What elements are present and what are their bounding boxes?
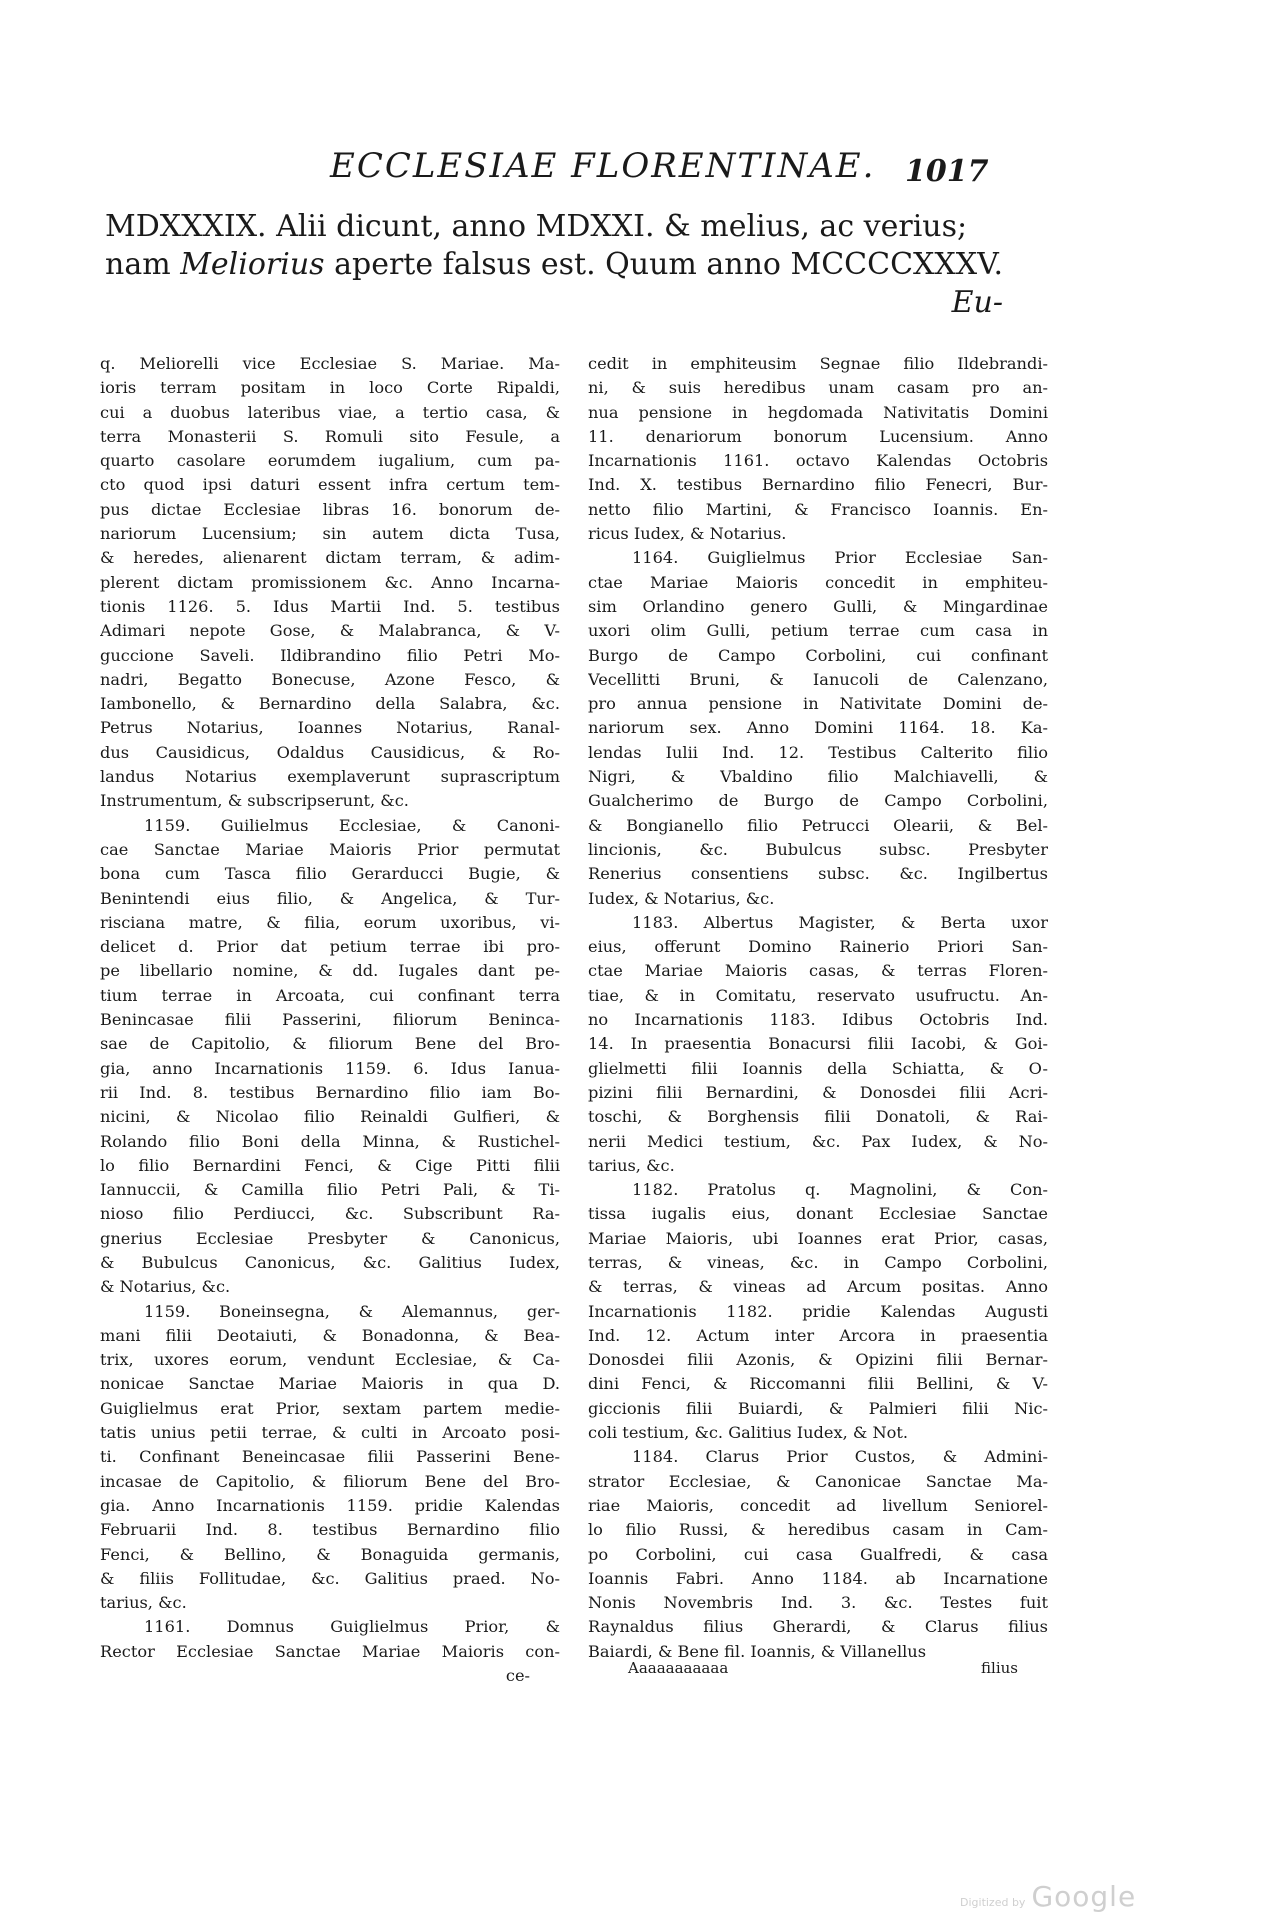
column-line: cae Sanctae Mariae Maioris Prior permutat (100, 839, 560, 859)
column-line: nioso filio Perdiucci, &c. Subscribunt Ra- (100, 1204, 560, 1224)
column-line: Raynaldus filius Gherardi, & Clarus filius (588, 1617, 1048, 1637)
column-line: glielmetti filii Ioannis della Schiatta, & O- (588, 1058, 1048, 1078)
column-line: dus Causidicus, Odaldus Causidicus, & Ro- (100, 742, 560, 762)
column-line: Vecellitti Bruni, & Ianucoli de Calenzano, (588, 669, 1048, 689)
page-number: 1017 (905, 154, 989, 189)
column-line: Rolando filio Boni della Minna, & Rustichel- (100, 1131, 560, 1151)
right-column (588, 352, 1048, 1664)
column-line: gia. Anno Incarnationis 1159. pridie Kalendas (100, 1495, 560, 1515)
column-line: pe libellario nomine, & dd. Iugales dant pe- (100, 961, 560, 981)
column-line: tionis 1126. 5. Idus Martii Ind. 5. testibus (100, 596, 560, 616)
column-line: tium terrae in Arcoata, cui confinant terra (100, 985, 560, 1005)
column-line: Donosdei filii Azonis, & Opizini filii Bernar- (588, 1350, 1048, 1370)
column-line: Baiardi, & Bene fil. Ioannis, & Villanellus (588, 1641, 927, 1661)
left-column (100, 352, 560, 1688)
column-line: Iannuccii, & Camilla filio Petri Pali, & Ti- (100, 1180, 560, 1200)
column-line: 1183. Albertus Magister, & Berta uxor (632, 912, 1048, 932)
signature-mark: Aaaaaaaaaaa (628, 1659, 729, 1677)
column-line: plerent dictam promissionem &c. Anno Incarna- (100, 572, 560, 592)
column-line: cui a duobus lateribus viae, a tertio casa, & (100, 402, 560, 422)
column-line: ti. Confinant Beneincasae filii Passerini Bene- (100, 1447, 560, 1467)
column-line: Incarnationis 1182. pridie Kalendas Augusti (588, 1301, 1048, 1321)
column-line: cedit in emphiteusim Segnae filio Ildebrandi- (588, 354, 1048, 373)
column-line: Adimari nepote Gose, & Malabranca, & V- (100, 621, 560, 641)
column-line: Rector Ecclesiae Sanctae Mariae Maioris con- (100, 1641, 560, 1661)
column-line: ioris terram positam in loco Corte Ripaldi, (100, 378, 560, 398)
column-line: ricus Iudex, & Notarius. (588, 524, 787, 544)
column-line: 14. In praesentia Bonacursi filii Iacobi, & Goi- (588, 1034, 1048, 1054)
column-line: Benintendi eius filio, & Angelica, & Tur- (100, 888, 560, 908)
intro-line-2-start: nam (105, 247, 181, 282)
column-line: & Bubulcus Canonicus, &c. Galitius Iudex, (100, 1252, 560, 1272)
column-line: Incarnationis 1161. octavo Kalendas Octobris (588, 451, 1048, 471)
column-line: sae de Capitolio, & filiorum Bene del Bro- (100, 1034, 560, 1054)
column-line: sim Orlandino genero Gulli, & Mingardinae (588, 596, 1048, 616)
column-line: Fenci, & Bellino, & Bonaguida germanis, (100, 1544, 560, 1564)
column-line: toschi, & Borghensis filii Donatoli, & Rai- (588, 1107, 1048, 1127)
column-line: Iambonello, & Bernardino della Salabra, &c. (100, 694, 560, 714)
intro-line-2 (105, 246, 1025, 284)
footer-catchword: filius (981, 1659, 1018, 1677)
column-line: tarius, &c. (588, 1155, 675, 1175)
column-line: Benincasae filii Passerini, filiorum Beninca- (100, 1010, 560, 1030)
column-line: tissa iugalis eius, donant Ecclesiae Sanctae (588, 1204, 1048, 1224)
column-line: lendas Iulii Ind. 12. Testibus Calterito filio (588, 742, 1048, 762)
column-line: lo filio Bernardini Fenci, & Cige Pitti filii (100, 1155, 560, 1175)
column-line: bona cum Tasca filio Gerarducci Bugie, & (100, 864, 560, 884)
column-line: & filiis Follitudae, &c. Galitius praed. No- (100, 1568, 560, 1588)
column-line: nariorum Lucensium; sin autem dicta Tusa, (100, 524, 560, 544)
column-line: ctae Mariae Maioris concedit in emphiteu- (588, 572, 1048, 592)
column-line: & terras, & vineas ad Arcum positas. Anno (588, 1277, 1048, 1297)
column-line: ni, & suis heredibus unam casam pro an- (588, 378, 1048, 398)
column-line: eius, offerunt Domino Rainerio Priori San- (588, 937, 1048, 957)
column-line: pizini filii Bernardini, & Donosdei filii Acri- (588, 1082, 1048, 1102)
column-line: tiae, & in Comitatu, reservato usufructu. An- (588, 985, 1048, 1005)
footer-row (628, 1659, 1018, 1677)
column-line: tarius, &c. (100, 1593, 187, 1613)
column-line: mani filii Deotaiuti, & Bonadonna, & Bea- (100, 1325, 560, 1345)
intro-paragraph (105, 208, 1025, 322)
running-head: ECCLESIAE FLORENTINAE. (330, 146, 876, 186)
column-line: gia, anno Incarnationis 1159. 6. Idus Ianua- (100, 1058, 560, 1078)
column-line: no Incarnationis 1183. Idibus Octobris Ind. (588, 1010, 1048, 1030)
column-line: uxori olim Gulli, petium terrae cum casa in (588, 621, 1048, 641)
column-line: Iudex, & Notarius, &c. (588, 888, 775, 908)
column-line: incasae de Capitolio, & filiorum Bene del Bro- (100, 1471, 560, 1491)
column-line: Renerius consentiens subsc. &c. Ingilbertus (588, 864, 1048, 884)
column-line: giccionis filii Buiardi, & Palmieri filii Nic- (588, 1398, 1048, 1418)
column-line: ce- (505, 1666, 530, 1686)
column-line: Nonis Novembris Ind. 3. &c. Testes fuit (588, 1593, 1048, 1613)
column-line: nicini, & Nicolao filio Reinaldi Gulfieri, & (100, 1107, 560, 1127)
intro-line-1: MDXXXIX. Alii dicunt, anno MDXXI. & melius, ac verius; (105, 209, 968, 244)
column-line: Instrumentum, & subscripserunt, &c. (100, 791, 409, 811)
column-line: nonicae Sanctae Mariae Maioris in qua D. (100, 1374, 560, 1394)
column-line: Februarii Ind. 8. testibus Bernardino filio (100, 1520, 560, 1540)
column-line: Guiglielmus erat Prior, sextam partem medie- (100, 1398, 560, 1418)
digitized-watermark (960, 1880, 1136, 1913)
column-line: ctae Mariae Maioris casas, & terras Floren- (588, 961, 1048, 981)
column-line: terra Monasterii S. Romuli sito Fesule, a (100, 426, 560, 446)
column-line: lincionis, &c. Bubulcus subsc. Presbyter (588, 839, 1048, 859)
column-line: 1164. Guiglielmus Prior Ecclesiae San- (632, 548, 1048, 568)
column-line: dini Fenci, & Riccomanni filii Bellini, & V- (588, 1374, 1048, 1394)
column-line: guccione Saveli. Ildibrandino filio Petri Mo- (100, 645, 560, 665)
column-line: Mariae Maioris, ubi Ioannes erat Prior, casas, (588, 1228, 1048, 1248)
column-line: q. Meliorelli vice Ecclesiae S. Mariae. Ma- (100, 354, 560, 373)
column-line: cto quod ipsi daturi essent infra certum tem- (100, 475, 560, 495)
column-line: Ind. 12. Actum inter Arcora in praesentia (588, 1325, 1048, 1345)
column-line: Burgo de Campo Corbolini, cui confinant (588, 645, 1048, 665)
column-line: 1184. Clarus Prior Custos, & Admini- (632, 1447, 1048, 1467)
column-line: nariorum sex. Anno Domini 1164. 18. Ka- (588, 718, 1048, 738)
column-line: trix, uxores eorum, vendunt Ecclesiae, & Ca- (100, 1350, 560, 1370)
column-line: Ioannis Fabri. Anno 1184. ab Incarnatione (588, 1568, 1048, 1588)
column-line: 1159. Guilielmus Ecclesiae, & Canoni- (144, 815, 560, 835)
column-line: rii Ind. 8. testibus Bernardino filio iam Bo- (100, 1082, 560, 1102)
column-line: gnerius Ecclesiae Presbyter & Canonicus, (100, 1228, 560, 1248)
column-line: strator Ecclesiae, & Canonicae Sanctae Ma- (588, 1471, 1048, 1491)
column-line: Ind. X. testibus Bernardino filio Fenecri, Bur- (588, 475, 1048, 495)
column-line: landus Notarius exemplaverunt suprascriptum (100, 767, 560, 787)
watermark-prefix: Digitized by (960, 1896, 1026, 1909)
column-line: 1159. Boneinsegna, & Alemannus, ger- (144, 1301, 560, 1321)
column-line: coli testium, &c. Galitius Iudex, & Not. (588, 1423, 909, 1443)
intro-meliorius: Meliorius (180, 247, 325, 282)
column-line: & heredes, alienarent dictam terram, & adim- (100, 548, 560, 568)
intro-catchword: Eu- (951, 285, 1003, 320)
column-line: quarto casolare eorumdem iugalium, cum pa- (100, 451, 560, 471)
column-line: nua pensione in hegdomada Nativitatis Domini (588, 402, 1048, 422)
column-line: lo filio Russi, & heredibus casam in Cam- (588, 1520, 1048, 1540)
watermark-brand: Google (1031, 1880, 1137, 1913)
column-line: Gualcherimo de Burgo de Campo Corbolini, (588, 791, 1048, 811)
column-line: riae Maioris, concedit ad livellum Seniorel- (588, 1495, 1048, 1515)
column-line: Petrus Notarius, Ioannes Notarius, Ranal- (100, 718, 560, 738)
column-line: terras, & vineas, &c. in Campo Corbolini, (588, 1252, 1048, 1272)
column-line: 1182. Pratolus q. Magnolini, & Con- (632, 1180, 1048, 1200)
column-line: tatis unius petii terrae, & culti in Arcoato posi- (100, 1423, 560, 1443)
column-line: nadri, Begatto Bonecuse, Azone Fesco, & (100, 669, 560, 689)
column-line: netto filio Martini, & Francisco Ioannis. En- (588, 499, 1048, 519)
column-line: & Notarius, &c. (100, 1277, 231, 1297)
column-line: pro annua pensione in Nativitate Domini de- (588, 694, 1048, 714)
intro-line-2-end: aperte falsus est. Quum anno MCCCCXXXV. (324, 247, 1004, 282)
column-line: delicet d. Prior dat petium terrae ibi pro- (100, 937, 560, 957)
column-line: Nigri, & Vbaldino filio Malchiavelli, & (588, 767, 1048, 787)
column-line: pus dictae Ecclesiae libras 16. bonorum de- (100, 499, 560, 519)
column-line: & Bongianello filio Petrucci Olearii, & Bel- (588, 815, 1048, 835)
column-line: 11. denariorum bonorum Lucensium. Anno (588, 426, 1048, 446)
column-line: po Corbolini, cui casa Gualfredi, & casa (588, 1544, 1048, 1564)
column-line: 1161. Domnus Guiglielmus Prior, & (144, 1617, 560, 1637)
column-line: risciana matre, & filia, eorum uxoribus, vi- (100, 912, 560, 932)
column-line: nerii Medici testium, &c. Pax Iudex, & No- (588, 1131, 1048, 1151)
